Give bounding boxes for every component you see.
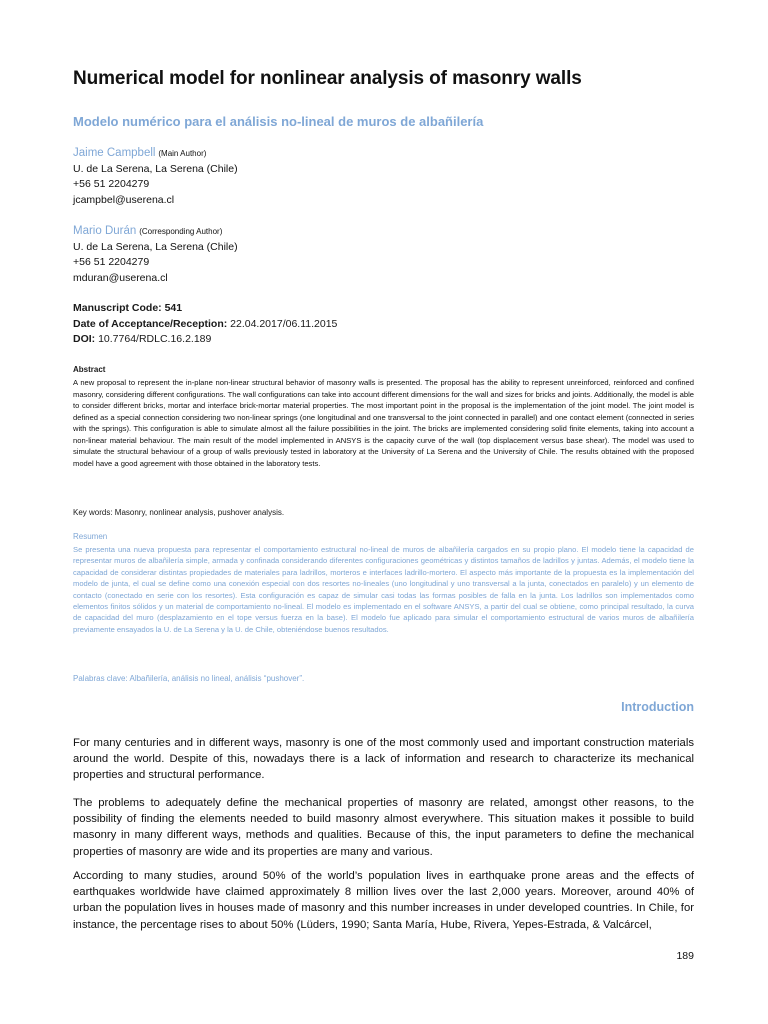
paper-subtitle: Modelo numérico para el análisis no-lineal de muros de albañilería [73, 114, 484, 129]
abstract-text: A new proposal to represent the in-plane non-linear structural behavior of masonry walls is presented. The proposal has the ability to represent unreinforced, reinforced and confined masonry, considering different configurations. The wall configurations can take into account different dimensions for the wall and sizes for bricks and joints. Additionally, the model is able to consider different bricks, mortar and interface brick-mortar material properties. The most important point in the proposal is the implementation of the joint model. The joint model is defined as a special connection considering two non-linear springs (one longitudinal and one transversal to the joint connected in parallel) and one contact element (connected in series with the springs). This configuration is able to simulate almost all the failure possibilities in the joint. The bricks are implemented considering solid finite elements, taking into account a non-linear material behaviour. The main result of the model implemented in ANSYS is the capacity curve of the wall (top displacement versus base shear). The model was used to simulate the structural behaviour of a group of walls previously tested in laboratory at the University of La Serena and the University of Chile. The results obtained with the proposed model have a good agreement with those obtained in the laboratory tests. [73, 378, 694, 468]
author-phone: +56 51 2204279 [73, 178, 150, 190]
author-phone: +56 51 2204279 [73, 256, 150, 268]
author-email: mduran@userena.cl [73, 271, 168, 284]
author-role: (Main Author) [158, 149, 207, 158]
section-heading-introduction: Introduction [621, 700, 694, 714]
manuscript-code: Manuscript Code: 541 [73, 302, 183, 314]
doi-label: DOI: [73, 333, 96, 345]
keywords: Key words: Masonry, nonlinear analysis, pushover analysis. [73, 508, 285, 517]
author-name: Jaime Campbell [73, 147, 156, 159]
intro-paragraph: For many centuries and in different ways, masonry is one of the most commonly used and important construction materials around the world. Despite of this, nowadays there is a lack of information and research to characterize its mechanical properties and structural performance. [73, 737, 694, 782]
resumen-heading: Resumen [73, 532, 108, 541]
manuscript-meta [73, 301, 573, 348]
paper-title: Numerical model for nonlinear analysis of masonry walls [73, 68, 582, 89]
author-block-main [73, 146, 473, 208]
author-email: jcampbel@userena.cl [73, 193, 175, 206]
author-role: (Corresponding Author) [139, 227, 223, 236]
abstract-heading: Abstract [73, 365, 106, 374]
author-affiliation: U. de La Serena, La Serena (Chile) [73, 162, 238, 175]
author-block-corresponding [73, 224, 473, 286]
date-label: Date of Acceptance/Reception: [73, 317, 228, 330]
intro-paragraph: According to many studies, around 50% of the world’s population lives in earthquake prone areas and the effects of earthquakes worldwide have claimed approximately 8 million lives over the last 2,000 years. Moreover, around 40% of urban the population lives in houses made of masonry and this number increases in under developed countries. In Chile, for instance, the percentage rises to about 50% (Lüders, 1990; Santa María, Hube, Rivera, Yepes-Estrada, & Valcárcel, [73, 870, 694, 931]
intro-paragraph: The problems to adequately define the mechanical properties of masonry are related, amongst other reasons, to the possibility of finding the elements needed to build masonry almost everywhere. This situation makes it possible to build masonry in many different ways, methods and qualities. Because of this, the input parameters to define the mechanical properties of masonry are wide and its properties are many and various. [73, 797, 694, 858]
palabras-clave: Palabras clave: Albañilería, análisis no lineal, análisis “pushover”. [73, 674, 305, 683]
author-name: Mario Durán [73, 225, 137, 237]
page-number: 189 [676, 950, 694, 962]
author-affiliation: U. de La Serena, La Serena (Chile) [73, 240, 238, 253]
resumen-text: Se presenta una nueva propuesta para representar el comportamiento estructural no-lineal de muros de albañilería cargados en su propio plano. El modelo tiene la capacidad de representar muros de albañilería simple, armada y confinada considerando diferentes configuraciones geométricas y distintos tamaños de ladrillos y juntas. Además, el modelo tiene la capacidad de considerar distintas propiedades de materiales para ladrillos, morteros e interfaces ladrillo-mortero. El aspecto más importante de la propuesta es la implementación del modelo de junta, el cual se define como una conexión especial con dos resortes no-lineales (uno longitudinal y uno transversal a la junta, conectados en paralelo) y un elemento de contacto (conectado en serie con los resortes). Esta configuración es capaz de simular casi todas las formas posibles de falla en la junta. Los ladrillos son implementados como elementos finitos sólidos y un material de comportamiento no-lineal. El modelo es implementado en el software ANSYS, a partir del cual se obtiene, como principal resultado, la curva de capacidad del muro (desplazamiento en el tope versus fuerza en la base). El modelo fue aplicado para simular el comportamiento estructural de varios muros de albañilería previamente ensayados la U. de La Serena y la U. de Chile, obteniéndose buenos resultados. [73, 545, 694, 634]
doi-value: 10.7764/RDLC.16.2.189 [95, 333, 212, 345]
date-value: 22.04.2017/06.11.2015 [227, 317, 338, 330]
